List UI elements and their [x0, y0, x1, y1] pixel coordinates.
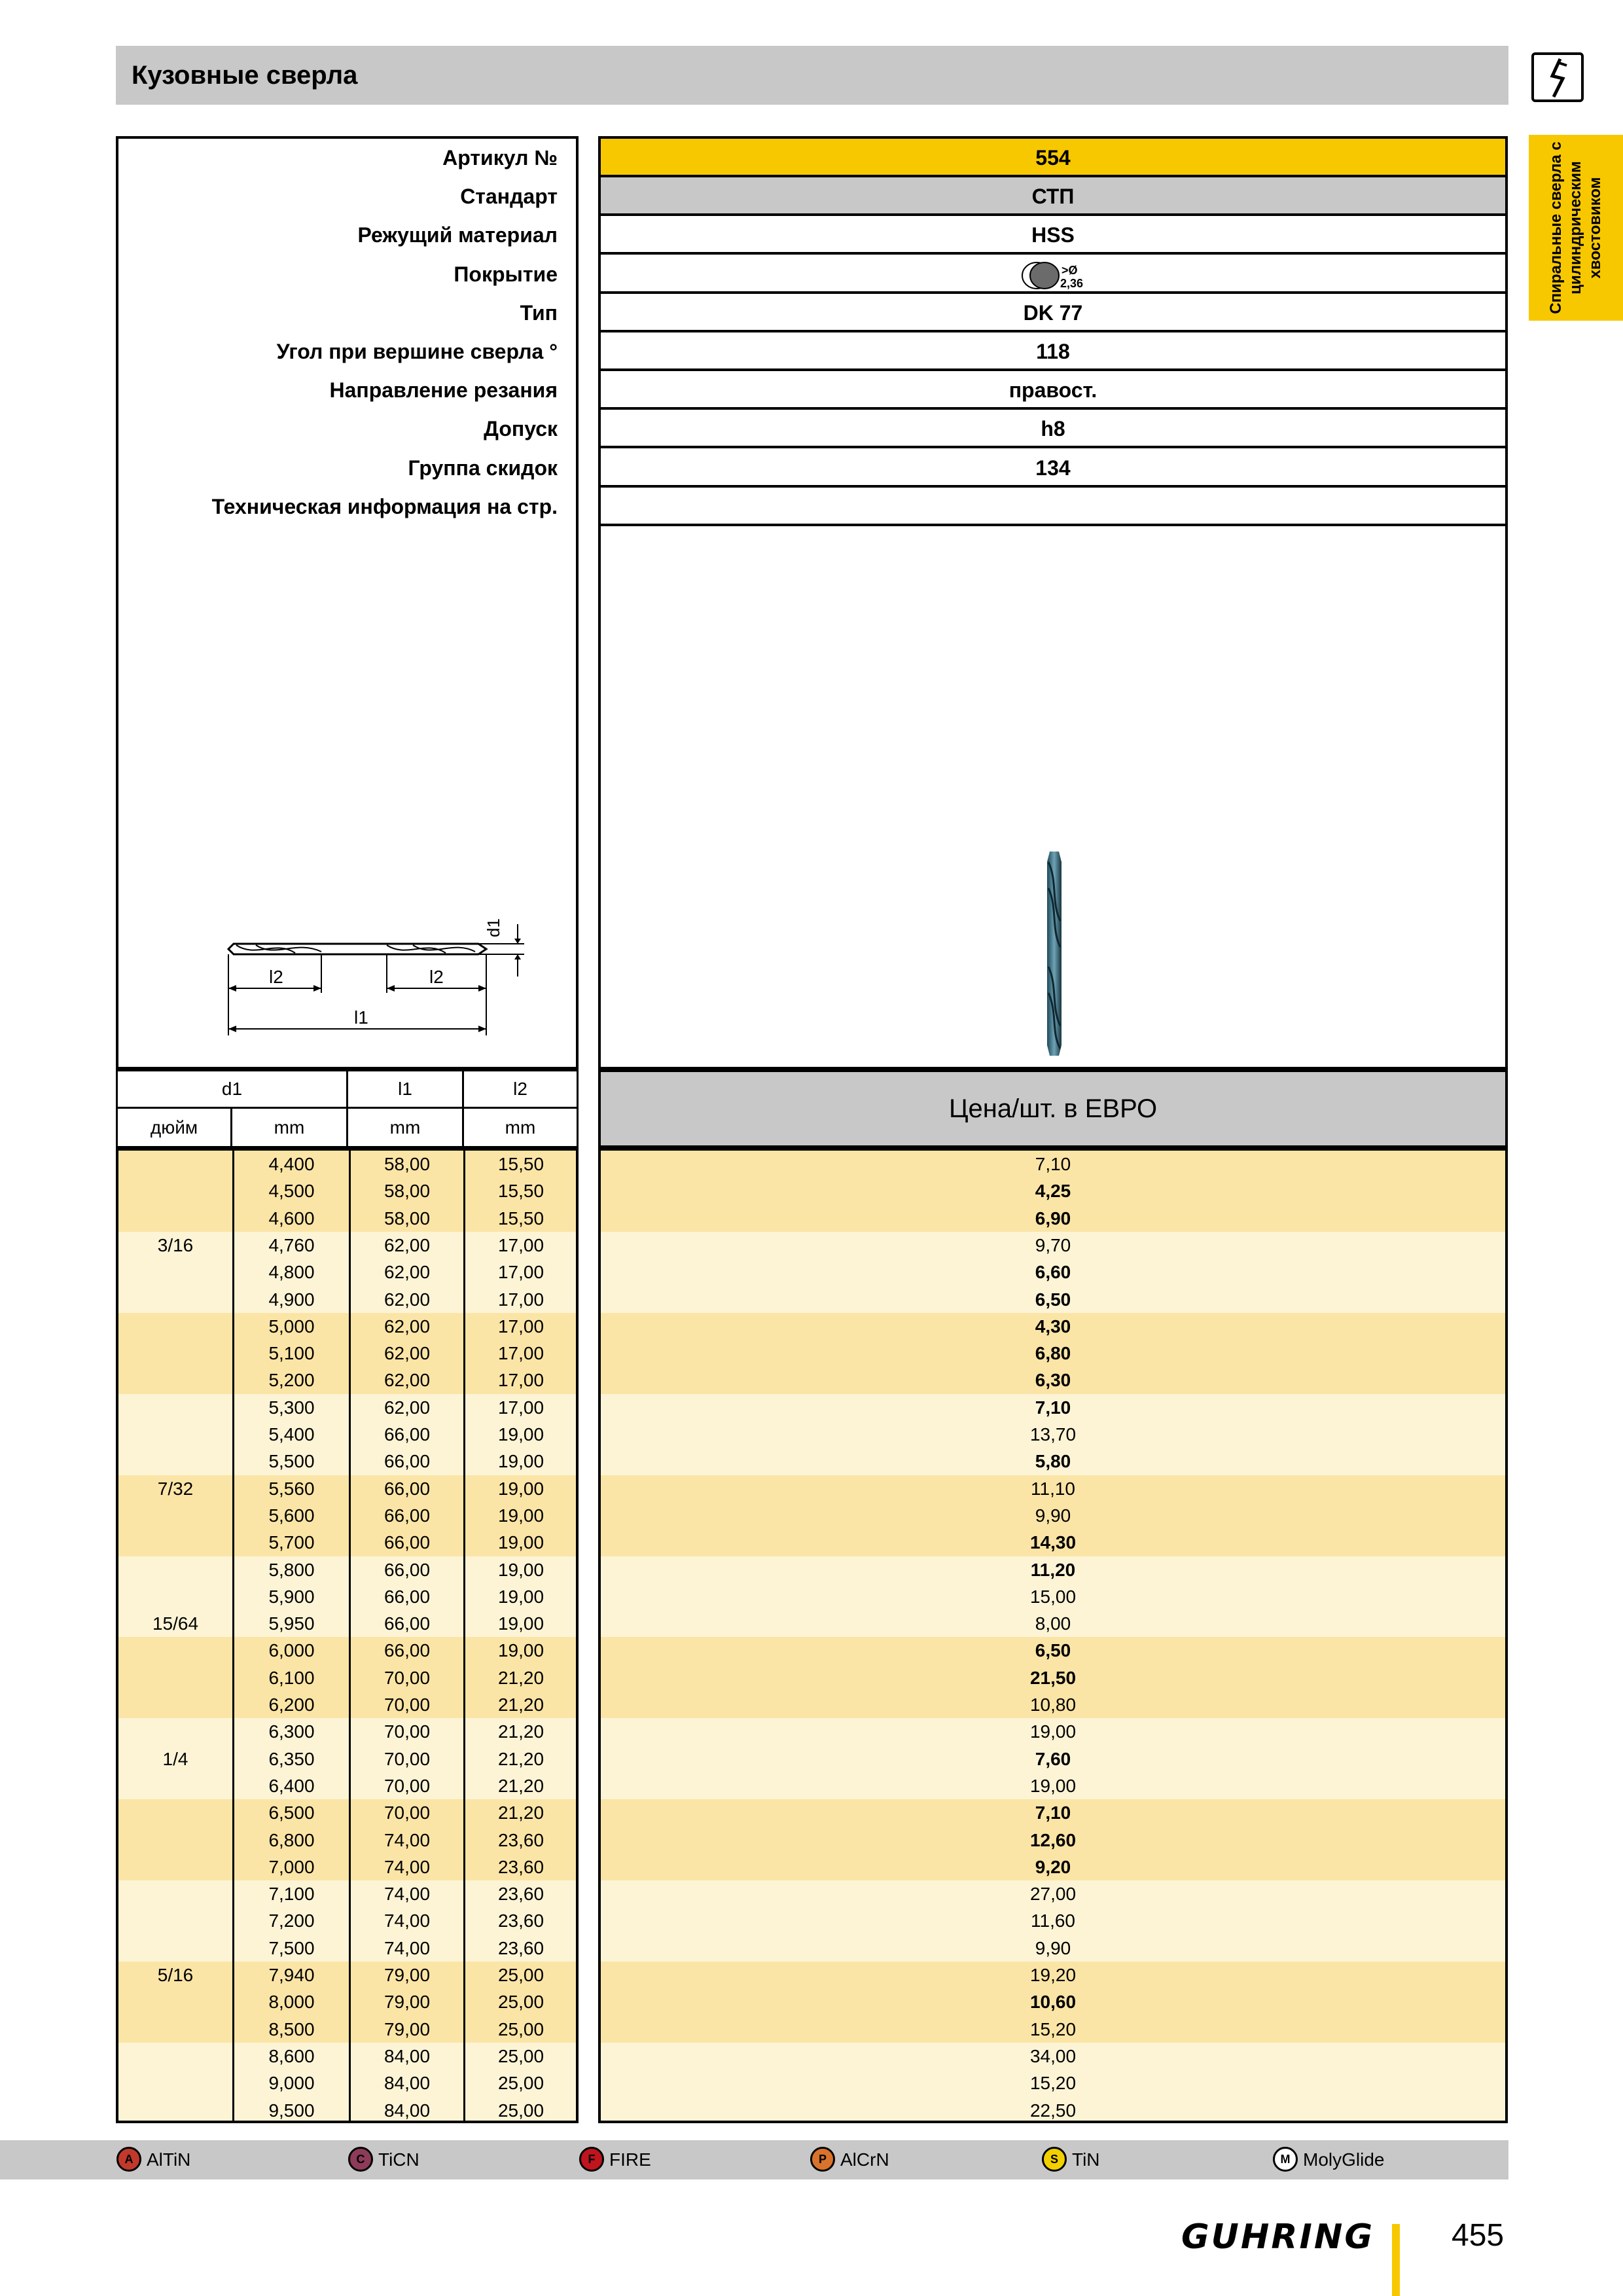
cell-d1: 5,560	[268, 1478, 315, 1499]
legend-item-molyglide	[1273, 2140, 1384, 2179]
cell-inch	[118, 1177, 232, 1204]
cell-l2: 19,00	[497, 1613, 544, 1634]
cell-inch	[118, 1205, 232, 1232]
cell-l2: 23,60	[497, 1884, 544, 1905]
cell-l1: 62,00	[383, 1289, 431, 1310]
cell-d1: 5,000	[268, 1316, 315, 1336]
cell-inch	[118, 1421, 232, 1448]
unit-header-inch: дюйм	[116, 1107, 232, 1148]
col-header-l2: l2	[462, 1069, 579, 1109]
cell-inch	[118, 1313, 232, 1340]
cell-l1: 70,00	[383, 1775, 431, 1796]
cell-inch	[118, 1340, 232, 1367]
cell-inch	[118, 2043, 232, 2070]
cell-price[interactable]: 4,25	[1035, 1181, 1071, 1202]
tin-icon: S	[1042, 2147, 1067, 2172]
cell-l1: 62,00	[383, 1316, 431, 1336]
cell-d1: 6,200	[268, 1695, 315, 1715]
spec-label: Угол при вершине сверла °	[276, 340, 558, 363]
cell-inch	[118, 1583, 232, 1610]
coating-threshold-value: 2,36	[1060, 277, 1084, 291]
spec-value: HSS	[601, 216, 1505, 255]
cell-inch	[118, 1907, 232, 1934]
cell-l2: 19,00	[497, 1424, 544, 1444]
spec-value: 134	[601, 449, 1505, 488]
cell-d1: 8,500	[268, 2018, 315, 2039]
side-tab-label: Спиральные сверла с цилиндрическим хвостовиком	[1547, 141, 1604, 314]
cell-price[interactable]: 11,20	[1030, 1559, 1076, 1580]
cell-l2: 15,50	[497, 1208, 544, 1229]
cell-price[interactable]: 15,20	[1029, 2018, 1077, 2039]
cell-d1: 6,300	[268, 1721, 315, 1742]
col-header-d1: d1	[116, 1069, 348, 1109]
legend-label: MolyGlide	[1303, 2149, 1385, 2170]
cell-price[interactable]: 10,80	[1029, 1695, 1077, 1715]
cell-inch	[118, 1151, 232, 1177]
cell-inch	[118, 2097, 232, 2124]
footer-accent-bar	[1392, 2224, 1400, 2296]
cell-inch	[118, 1286, 232, 1313]
coating-icon	[1017, 259, 1089, 293]
cell-inch	[118, 1799, 232, 1826]
cell-inch	[118, 1772, 232, 1799]
cell-price[interactable]: 22,50	[1029, 2100, 1077, 2121]
legend-label: AlTiN	[147, 2149, 191, 2170]
cell-price[interactable]: 34,00	[1029, 2045, 1077, 2066]
cell-l1: 66,00	[383, 1505, 431, 1526]
cell-d1: 7,940	[268, 1965, 315, 1985]
cell-price[interactable]: 13,70	[1029, 1424, 1077, 1444]
cell-price[interactable]: 6,90	[1035, 1208, 1071, 1229]
spec-label-panel	[116, 136, 579, 1069]
spec-value: DK 77	[601, 294, 1505, 332]
drill-dimension-drawing	[217, 911, 609, 1049]
cell-price[interactable]: 19,00	[1029, 1775, 1077, 1796]
cell-inch	[118, 1988, 232, 2015]
cell-price[interactable]: 8,00	[1035, 1613, 1071, 1634]
cell-price[interactable]: 15,00	[1029, 1586, 1077, 1607]
cell-l2: 17,00	[497, 1262, 544, 1283]
cell-l1: 70,00	[383, 1803, 431, 1823]
cell-inch: 7/32	[157, 1478, 194, 1499]
cell-price[interactable]: 15,20	[1029, 2073, 1077, 2094]
legend-item-ticn	[348, 2140, 419, 2179]
cell-l1: 79,00	[383, 1992, 431, 2013]
cell-l1: 66,00	[383, 1451, 431, 1472]
cell-l2: 15,50	[497, 1181, 544, 1202]
cell-d1: 4,760	[268, 1234, 315, 1255]
cell-price[interactable]: 14,30	[1029, 1532, 1077, 1553]
cell-price[interactable]: 7,10	[1035, 1154, 1071, 1174]
cell-l2: 23,60	[497, 1829, 544, 1850]
cell-l1: 84,00	[383, 2045, 431, 2066]
cell-price[interactable]: 12,60	[1029, 1829, 1077, 1850]
cell-l1: 58,00	[383, 1208, 431, 1229]
dimension-table	[116, 1148, 579, 2123]
spec-label: Тип	[520, 300, 558, 325]
cell-inch	[118, 1664, 232, 1691]
cell-l1: 66,00	[383, 1478, 431, 1499]
cell-l1: 79,00	[383, 2018, 431, 2039]
cell-price[interactable]: 19,20	[1029, 1965, 1077, 1985]
cell-d1: 4,900	[268, 1289, 315, 1310]
cell-price[interactable]: 4,30	[1035, 1316, 1071, 1336]
cell-l1: 70,00	[383, 1667, 431, 1688]
legend-item-alcrn	[810, 2140, 889, 2179]
cell-d1: 5,900	[268, 1586, 315, 1607]
cell-inch: 15/64	[152, 1613, 199, 1634]
category-side-tab[interactable]	[1529, 135, 1623, 321]
cell-l2: 19,00	[497, 1586, 544, 1607]
price-header: Цена/шт. в ЕВРО	[598, 1069, 1508, 1148]
cell-d1: 4,800	[268, 1262, 315, 1283]
cell-d1: 4,600	[268, 1208, 315, 1229]
cell-inch	[118, 1718, 232, 1745]
cell-l1: 66,00	[383, 1532, 431, 1553]
cell-l1: 66,00	[383, 1586, 431, 1607]
cell-inch	[118, 1259, 232, 1285]
fire-icon: F	[579, 2147, 604, 2172]
cell-price[interactable]: 7,10	[1035, 1803, 1071, 1823]
product-drill-image	[1031, 849, 1077, 1058]
cell-l2: 17,00	[497, 1234, 544, 1255]
cell-d1: 6,500	[268, 1803, 315, 1823]
cell-price[interactable]: 7,10	[1035, 1397, 1071, 1418]
cell-l1: 79,00	[383, 1965, 431, 1985]
cell-inch: 3/16	[157, 1234, 194, 1255]
legend-item-fire	[579, 2140, 651, 2179]
cell-price[interactable]: 9,20	[1035, 1856, 1071, 1877]
cell-l1: 84,00	[383, 2073, 431, 2094]
cell-l1: 70,00	[383, 1721, 431, 1742]
spec-value: h8	[601, 410, 1505, 448]
cell-l1: 62,00	[383, 1397, 431, 1418]
cell-l2: 19,00	[497, 1640, 544, 1661]
cell-inch	[118, 1502, 232, 1529]
cell-d1: 7,500	[268, 1937, 315, 1958]
drill-category-icon	[1530, 50, 1586, 105]
cell-inch: 5/16	[157, 1965, 194, 1985]
legend-label: AlCrN	[840, 2149, 889, 2170]
cell-d1: 5,500	[268, 1451, 315, 1472]
cell-l1: 74,00	[383, 1910, 431, 1931]
cell-price[interactable]: 9,70	[1035, 1234, 1071, 1255]
spec-value: СТП	[601, 177, 1505, 216]
coating-legend	[0, 2140, 1508, 2179]
cell-d1: 5,300	[268, 1397, 315, 1418]
cell-d1: 5,200	[268, 1370, 315, 1391]
spec-label: Режущий материал	[357, 223, 558, 247]
page-number: 455	[1452, 2218, 1505, 2253]
cell-price[interactable]: 6,60	[1035, 1262, 1071, 1283]
cell-price[interactable]: 5,80	[1035, 1451, 1071, 1472]
molyglide-icon: M	[1273, 2147, 1298, 2172]
cell-price[interactable]: 10,60	[1029, 1992, 1077, 2013]
spec-label: Стандарт	[460, 185, 558, 209]
spec-label: Артикул №	[442, 146, 558, 170]
spec-label: Группа скидок	[408, 456, 558, 480]
cell-l1: 70,00	[383, 1748, 431, 1769]
legend-label: FIRE	[609, 2149, 651, 2170]
legend-label: TiN	[1072, 2149, 1100, 2170]
cell-l2: 19,00	[497, 1478, 544, 1499]
cell-d1: 6,800	[268, 1829, 315, 1850]
cell-d1: 4,400	[268, 1154, 315, 1174]
cell-l2: 17,00	[497, 1289, 544, 1310]
cell-l1: 62,00	[383, 1343, 431, 1364]
cell-l2: 25,00	[497, 2045, 544, 2066]
unit-header-l1-mm: mm	[346, 1107, 464, 1148]
cell-d1: 4,500	[268, 1181, 315, 1202]
altin-icon: A	[116, 2147, 141, 2172]
cell-l2: 21,20	[497, 1775, 544, 1796]
cell-l1: 74,00	[383, 1937, 431, 1958]
spec-value	[601, 488, 1505, 526]
cell-l2: 23,60	[497, 1910, 544, 1931]
cell-d1: 6,350	[268, 1748, 315, 1769]
cell-l1: 58,00	[383, 1154, 431, 1174]
cell-d1: 7,100	[268, 1884, 315, 1905]
cell-d1: 8,000	[268, 1992, 315, 2013]
cell-d1: 5,400	[268, 1424, 315, 1444]
cell-l2: 23,60	[497, 1856, 544, 1877]
cell-d1: 7,000	[268, 1856, 315, 1877]
cell-l1: 74,00	[383, 1829, 431, 1850]
cell-l1: 66,00	[383, 1640, 431, 1661]
cell-inch	[118, 1529, 232, 1556]
cell-l1: 66,00	[383, 1559, 431, 1580]
cell-l1: 66,00	[383, 1424, 431, 1444]
cell-l2: 21,20	[497, 1695, 544, 1715]
cell-price[interactable]: 7,60	[1035, 1748, 1071, 1769]
cell-l1: 66,00	[383, 1613, 431, 1634]
cell-inch	[118, 2070, 232, 2096]
cell-l2: 25,00	[497, 2100, 544, 2121]
l2-dimension-label-left: l2	[269, 967, 283, 987]
l1-dimension-label: l1	[354, 1007, 368, 1028]
d1-dimension-label: d1	[484, 918, 503, 937]
cell-d1: 7,200	[268, 1910, 315, 1931]
spec-value	[601, 255, 1505, 294]
spec-label: Допуск	[484, 417, 558, 441]
cell-price[interactable]: 21,50	[1029, 1667, 1077, 1688]
cell-price[interactable]: 27,00	[1029, 1884, 1077, 1905]
cell-price[interactable]: 6,50	[1035, 1289, 1071, 1310]
cell-inch: 1/4	[162, 1748, 188, 1769]
cell-l2: 17,00	[497, 1316, 544, 1336]
cell-l1: 74,00	[383, 1856, 431, 1877]
cell-l1: 74,00	[383, 1884, 431, 1905]
cell-price[interactable]: 6,80	[1035, 1343, 1071, 1364]
cell-l2: 25,00	[497, 2073, 544, 2094]
cell-d1: 9,500	[268, 2100, 315, 2121]
cell-price[interactable]: 11,60	[1031, 1910, 1075, 1931]
unit-header-l2-mm: mm	[462, 1107, 579, 1148]
cell-inch	[118, 1556, 232, 1583]
cell-l2: 21,20	[497, 1803, 544, 1823]
cell-l2: 25,00	[497, 1992, 544, 2013]
cell-d1: 5,600	[268, 1505, 315, 1526]
spec-label: Техническая информация на стр.	[211, 494, 558, 518]
cell-l2: 17,00	[497, 1370, 544, 1391]
cell-l2: 17,00	[497, 1343, 544, 1364]
cell-d1: 8,600	[268, 2045, 315, 2066]
cell-l2: 21,20	[497, 1748, 544, 1769]
cell-price[interactable]: 11,10	[1031, 1478, 1075, 1499]
cell-inch	[118, 1880, 232, 1907]
cell-inch	[118, 1637, 232, 1664]
title-bar	[116, 46, 1508, 105]
cell-d1: 5,800	[268, 1559, 315, 1580]
col-header-l1: l1	[346, 1069, 464, 1109]
brand-logo: GUHRING	[1181, 2217, 1375, 2257]
spec-value: 118	[601, 332, 1505, 371]
cell-l2: 21,20	[497, 1667, 544, 1688]
spec-label: Направление резания	[329, 378, 558, 403]
cell-inch	[118, 1691, 232, 1718]
cell-d1: 5,700	[268, 1532, 315, 1553]
cell-l2: 19,00	[497, 1532, 544, 1553]
cell-price[interactable]: 6,30	[1035, 1370, 1071, 1391]
cell-l1: 84,00	[383, 2100, 431, 2121]
cell-l1: 62,00	[383, 1262, 431, 1283]
page-title: Кузовные сверла	[132, 61, 358, 90]
spec-value-panel	[598, 136, 1508, 1069]
cell-inch	[118, 1367, 232, 1393]
cell-d1: 5,100	[268, 1343, 315, 1364]
cell-l2: 19,00	[497, 1505, 544, 1526]
spec-label: Покрытие	[454, 262, 558, 286]
cell-inch	[118, 1827, 232, 1854]
legend-item-tin	[1042, 2140, 1100, 2179]
cell-d1: 6,100	[268, 1667, 315, 1688]
cell-price[interactable]: 6,50	[1035, 1640, 1071, 1661]
cell-l2: 19,00	[497, 1451, 544, 1472]
price-table	[598, 1148, 1508, 2123]
cell-l2: 15,50	[497, 1154, 544, 1174]
cell-d1: 5,950	[268, 1613, 315, 1634]
unit-header-d1-mm: mm	[230, 1107, 348, 1148]
coating-threshold-symbol: >Ø	[1061, 264, 1078, 278]
cell-inch	[118, 1854, 232, 1880]
legend-label: TiCN	[378, 2149, 419, 2170]
cell-l2: 17,00	[497, 1397, 544, 1418]
cell-inch	[118, 1448, 232, 1475]
cell-inch	[118, 1394, 232, 1421]
spec-value: правост.	[601, 371, 1505, 410]
cell-l2: 23,60	[497, 1937, 544, 1958]
spec-value: 554	[601, 139, 1505, 177]
ticn-icon: C	[348, 2147, 373, 2172]
cell-d1: 6,000	[268, 1640, 315, 1661]
cell-l1: 58,00	[383, 1181, 431, 1202]
cell-l1: 70,00	[383, 1695, 431, 1715]
cell-inch	[118, 1935, 232, 1962]
l2-dimension-label-right: l2	[429, 967, 444, 987]
cell-price[interactable]: 9,90	[1035, 1937, 1071, 1958]
cell-d1: 6,400	[268, 1775, 315, 1796]
cell-inch	[118, 2016, 232, 2043]
cell-price[interactable]: 9,90	[1035, 1505, 1071, 1526]
legend-item-altin	[116, 2140, 190, 2179]
cell-l2: 21,20	[497, 1721, 544, 1742]
cell-l1: 62,00	[383, 1234, 431, 1255]
alcrn-icon: P	[810, 2147, 835, 2172]
cell-d1: 9,000	[268, 2073, 315, 2094]
cell-l2: 25,00	[497, 2018, 544, 2039]
cell-price[interactable]: 19,00	[1029, 1721, 1077, 1742]
cell-l1: 62,00	[383, 1370, 431, 1391]
cell-l2: 25,00	[497, 1965, 544, 1985]
cell-l2: 19,00	[497, 1559, 544, 1580]
